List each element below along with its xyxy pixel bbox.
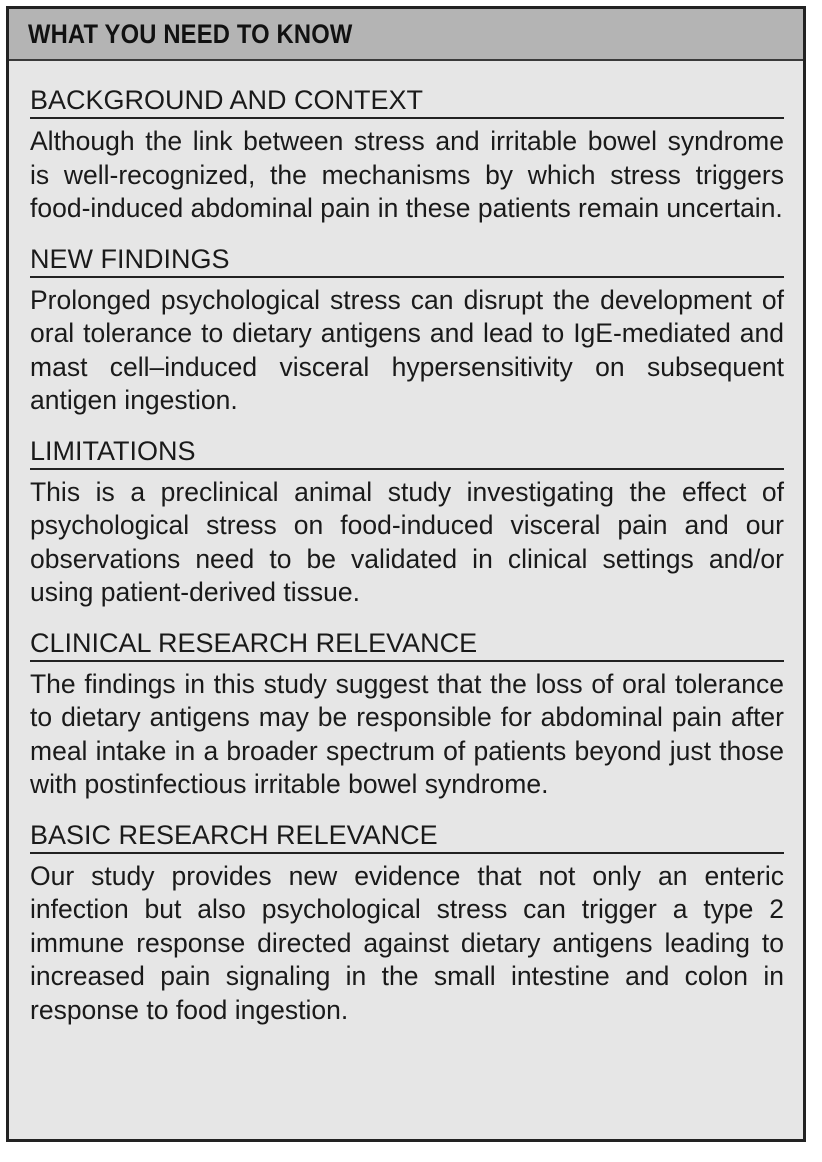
section-heading: NEW FINDINGS [30,244,784,278]
section-heading: CLINICAL RESEARCH RELEVANCE [30,628,784,662]
section-body: Prolonged psychological stress can disrupt the development of oral tolerance to dietary antigens and lead to IgE-mediated and mast cell–induced visceral hypersensitivity on subsequent antigen ingestion. [30,284,784,415]
section-basic-research-relevance [30,820,784,1028]
section-heading: BACKGROUND AND CONTEXT [30,85,784,119]
summary-content [9,61,803,1027]
section-body: Although the link between stress and irritable bowel syndrome is well-recognized, the mechanisms by which stress triggers food-induced abdominal pain in these patients remain uncertain. [30,126,784,223]
header-bar [9,9,803,61]
section-body: This is a preclinical animal study investigating the effect of psychological stress on food-induced visceral pain and our observations need to be validated in clinical settings and/or using patient-derived tissue. [30,476,784,607]
summary-box [6,6,806,1142]
section-heading: BASIC RESEARCH RELEVANCE [30,820,784,854]
section-new-findings [30,244,784,418]
box-title: WHAT YOU NEED TO KNOW [28,18,353,49]
section-clinical-research-relevance [30,628,784,802]
section-body: Our study provides new evidence that not only an enteric infection but also psychological stress can trigger a type 2 immune response directed against dietary antigens leading to increased pain signaling in the small intestine and colon in response to food ingestion. [30,860,784,1025]
section-background-and-context [30,85,784,226]
section-body: The findings in this study suggest that the loss of oral tolerance to dietary antigens may be responsible for abdominal pain after meal intake in a broader spectrum of patients beyond just those with postinfectious irritable bowel syndrome. [30,668,784,799]
section-limitations [30,436,784,610]
section-heading: LIMITATIONS [30,436,784,470]
